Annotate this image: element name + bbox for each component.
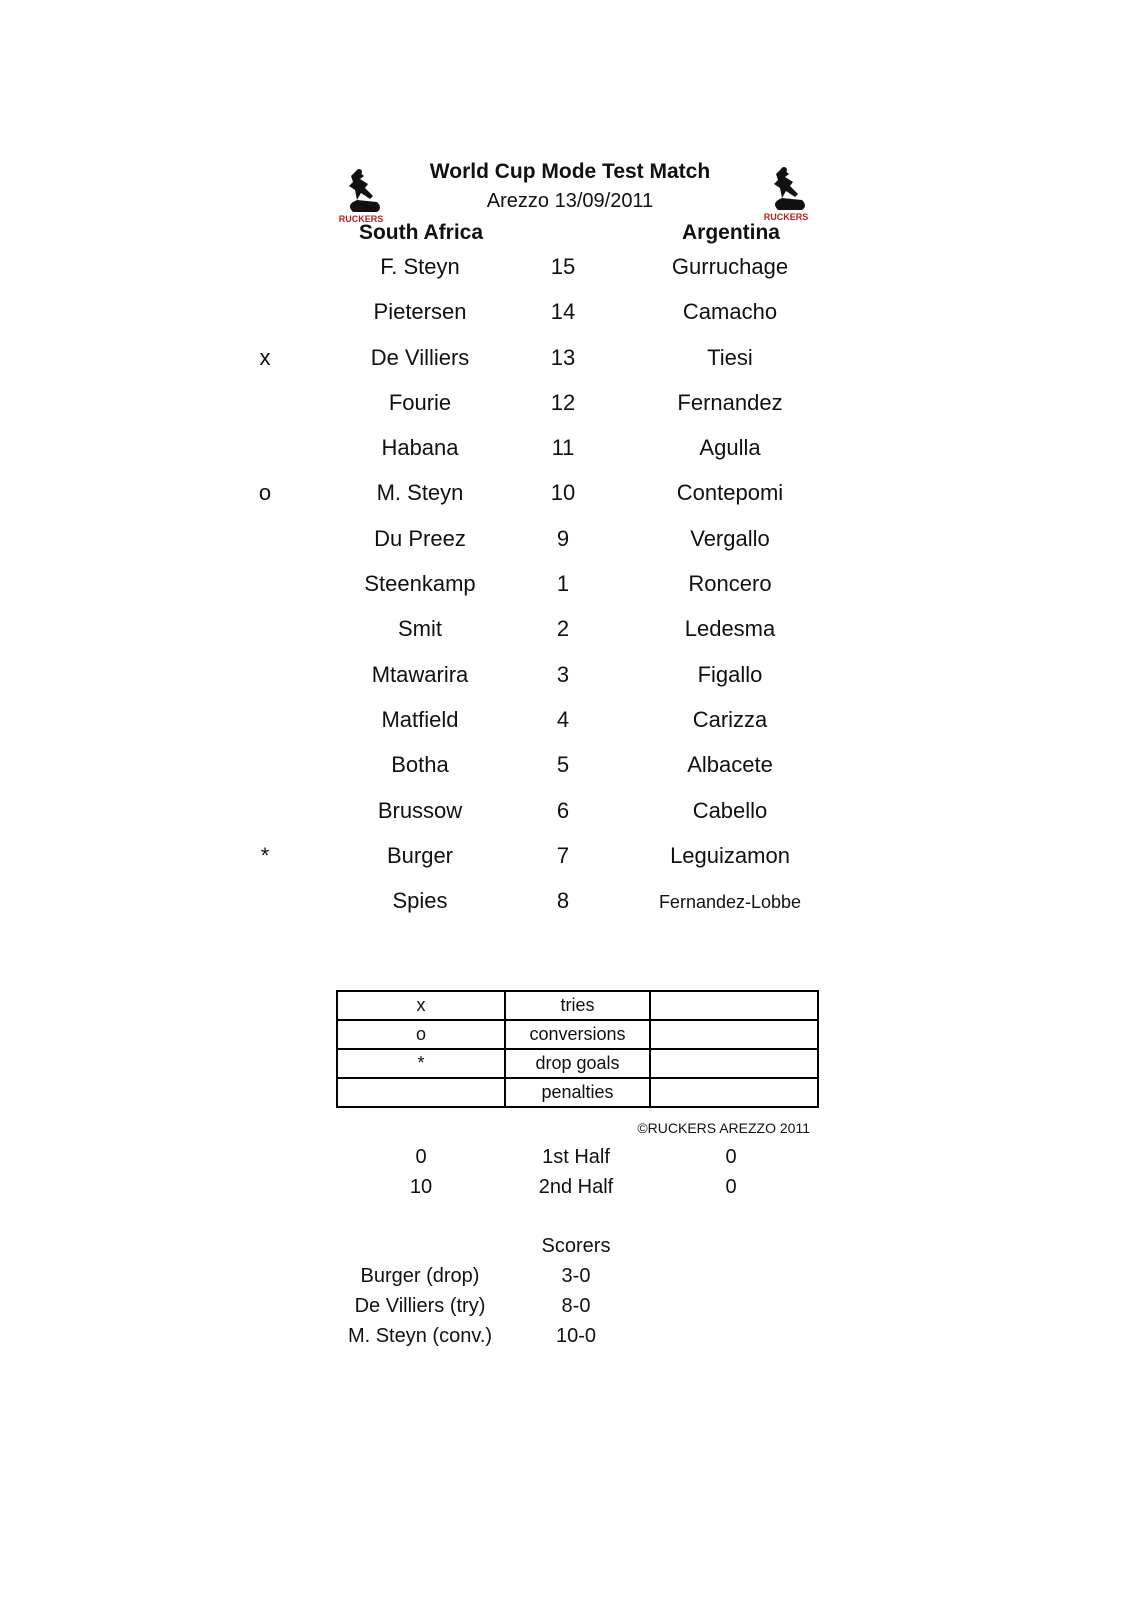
lineup-row	[250, 339, 870, 384]
legend-row	[337, 1020, 818, 1049]
arg-player: Vergallo	[690, 525, 770, 551]
scorer-name: Burger (drop)	[360, 1265, 480, 1287]
jersey-number: 1	[556, 571, 570, 597]
lineup-row	[250, 429, 870, 474]
team-right-name: Argentina	[681, 221, 780, 244]
sa-player: Du Preez	[374, 525, 466, 551]
jersey-number: 6	[556, 797, 570, 823]
legend-row	[337, 1078, 818, 1107]
sa-player: Pietersen	[373, 299, 467, 325]
lineup-row	[250, 656, 870, 701]
arg-player: Carizza	[692, 706, 768, 732]
lineup	[250, 248, 870, 927]
jersey-number: 9	[556, 525, 570, 551]
half-label: 2nd Half	[538, 1176, 614, 1198]
scorer-name: De Villiers (try)	[354, 1295, 486, 1317]
sa-player: Steenkamp	[364, 571, 476, 597]
legend-symbol: o	[337, 1020, 505, 1049]
legend-value	[650, 1078, 818, 1107]
jersey-number: 14	[550, 299, 576, 325]
legend-table	[336, 990, 819, 1108]
match-title: World Cup Mode Test Match	[429, 160, 711, 183]
lineup-row	[250, 474, 870, 519]
score-mark: o	[258, 480, 272, 506]
half-score-sa: 0	[415, 1146, 427, 1168]
lineup-row	[250, 520, 870, 565]
sa-player: Habana	[381, 435, 459, 461]
arg-player: Figallo	[697, 661, 763, 687]
sa-player: F. Steyn	[380, 254, 460, 279]
scorer-score: 10-0	[555, 1325, 597, 1347]
jersey-number: 13	[550, 344, 576, 370]
jersey-number: 8	[556, 888, 570, 914]
arg-player: Ledesma	[684, 616, 776, 642]
lineup-row	[250, 384, 870, 429]
arg-player: Fernandez	[677, 389, 783, 415]
legend-row	[337, 991, 818, 1020]
lineup-row	[250, 837, 870, 882]
sa-player: De Villiers	[370, 344, 470, 370]
arg-player: Camacho	[682, 299, 778, 325]
sa-player: Smit	[398, 616, 442, 642]
match-subtitle: Arezzo 13/09/2011	[486, 190, 654, 212]
arg-player: Agulla	[699, 435, 761, 461]
jersey-number: 7	[556, 842, 570, 868]
score-mark: *	[260, 842, 270, 868]
scorer-score: 3-0	[561, 1265, 591, 1287]
sa-player: M. Steyn	[376, 480, 464, 506]
legend-label: tries	[505, 991, 650, 1020]
sa-player: Spies	[392, 888, 448, 914]
legend-value	[650, 991, 818, 1020]
lineup-row	[250, 701, 870, 746]
legend-label: drop goals	[505, 1049, 650, 1078]
legend-row	[337, 1049, 818, 1078]
lineup-row	[250, 565, 870, 610]
jersey-number: 12	[550, 389, 576, 415]
legend-value	[650, 1049, 818, 1078]
scorers-heading: Scorers	[541, 1235, 611, 1257]
arg-player: Leguizamon	[670, 842, 790, 868]
legend-value	[650, 1020, 818, 1049]
sa-player: Mtawarira	[371, 661, 469, 687]
legend-symbol	[337, 1078, 505, 1107]
copyright-notice: ©RUCKERS AREZZO 2011	[637, 1120, 810, 1136]
half-score-arg: 0	[725, 1146, 737, 1168]
sa-player: Burger	[386, 842, 454, 868]
lineup-row	[250, 293, 870, 338]
half-score-arg: 0	[725, 1176, 737, 1198]
half-score-sa: 10	[409, 1176, 433, 1198]
half-label: 1st Half	[542, 1146, 610, 1168]
ruckers-logo-left	[337, 166, 393, 226]
sa-player: Matfield	[381, 706, 459, 732]
jersey-number: 5	[556, 752, 570, 778]
svg-text:RUCKERS: RUCKERS	[338, 214, 384, 224]
jersey-number: 10	[550, 480, 576, 506]
arg-player: Fernandez-Lobbe	[658, 892, 802, 913]
lineup-row	[250, 746, 870, 791]
arg-player: Tiesi	[707, 344, 753, 370]
lineup-row	[250, 248, 870, 293]
jersey-number: 3	[556, 661, 570, 687]
scorer-score: 8-0	[561, 1295, 591, 1317]
lineup-row	[250, 792, 870, 837]
jersey-number: 2	[556, 616, 570, 642]
jersey-number: 15	[550, 254, 576, 279]
ruckers-logo-right	[762, 164, 818, 224]
svg-text:RUCKERS: RUCKERS	[763, 212, 809, 222]
team-left-name: South Africa	[358, 221, 484, 244]
sa-player: Botha	[391, 752, 449, 778]
jersey-number: 4	[556, 706, 570, 732]
arg-player: Contepomi	[676, 480, 784, 506]
lineup-row	[250, 610, 870, 655]
jersey-number: 11	[551, 435, 575, 461]
sa-player: Brussow	[377, 797, 463, 823]
legend-label: penalties	[505, 1078, 650, 1107]
sa-player: Fourie	[388, 389, 452, 415]
legend-label: conversions	[505, 1020, 650, 1049]
lineup-row	[250, 882, 870, 927]
arg-player: Roncero	[688, 571, 772, 597]
legend-symbol: *	[337, 1049, 505, 1078]
legend-symbol: x	[337, 991, 505, 1020]
arg-player: Albacete	[687, 752, 773, 778]
scorer-name: M. Steyn (conv.)	[347, 1325, 493, 1347]
score-mark: x	[259, 344, 271, 370]
arg-player: Gurruchage	[671, 254, 789, 279]
arg-player: Cabello	[692, 797, 768, 823]
